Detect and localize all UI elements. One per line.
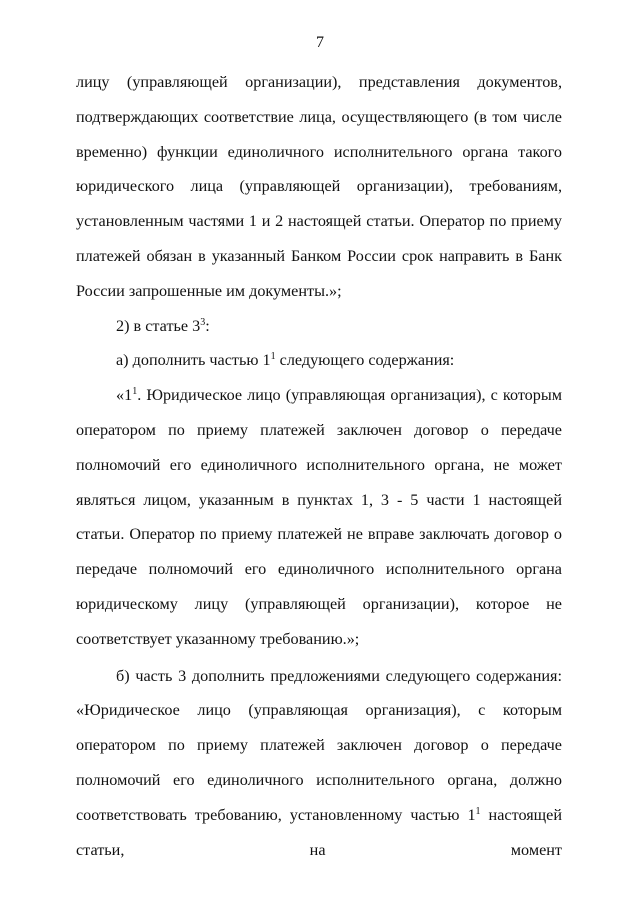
superscript: 3: [200, 316, 206, 328]
paragraph-text: следующего содержания:: [275, 351, 455, 370]
superscript: 1: [132, 386, 138, 398]
paragraph-subitem-b: [76, 659, 562, 868]
superscript: 1: [475, 805, 481, 817]
superscript: 1: [270, 351, 276, 363]
paragraph-part-1-1: [76, 378, 562, 656]
paragraph-subitem-a: [76, 343, 562, 378]
page-number: 7: [316, 34, 324, 51]
document-body: [76, 65, 562, 867]
paragraph-text: 2) в статье 3: [116, 316, 201, 335]
paragraph-text: настоящей статьи, на момент: [76, 805, 562, 859]
paragraph-text: :: [205, 316, 210, 335]
paragraph-text: б) часть 3 дополнить предложениями следующего содержания: «Юридическое лицо (управляющая организация), с которым оператором по приему платежей заключен договор о передаче полномочий его единоличного исполнительного органа, должно соответствовать требованию, установленному частью 1: [76, 666, 562, 824]
paragraph-text: «1: [116, 386, 133, 405]
paragraph-item-2: [76, 309, 562, 344]
paragraph-text: . Юридическое лицо (управляющая организация), с которым оператором по приему платежей заключен договор о передаче полномочий его единоличного исполнительного органа, не может являться лицом, указанным в пунктах 1, 3 - 5 части 1 настоящей статьи. Оператор по приему платежей не вправе заключать договор о передаче полномочий его единоличного исполнительного органа юридическому лицу (управляющей организации), которое не соответствует указанному требованию.»;: [76, 386, 562, 648]
paragraph-text: а) дополнить частью 1: [116, 351, 271, 370]
paragraph-continuation: лицу (управляющей организации), представления документов, подтверждающих соответствие лица, осуществляющего (в том числе временно) функции единоличного исполнительного органа такого юридического лица (управляющей организации), требованиям, установленным частями 1 и 2 настоящей статьи. Оператор по приему платежей обязан в указанный Банком России срок направить в Банк России запрошенные им документы.»;: [76, 73, 562, 300]
